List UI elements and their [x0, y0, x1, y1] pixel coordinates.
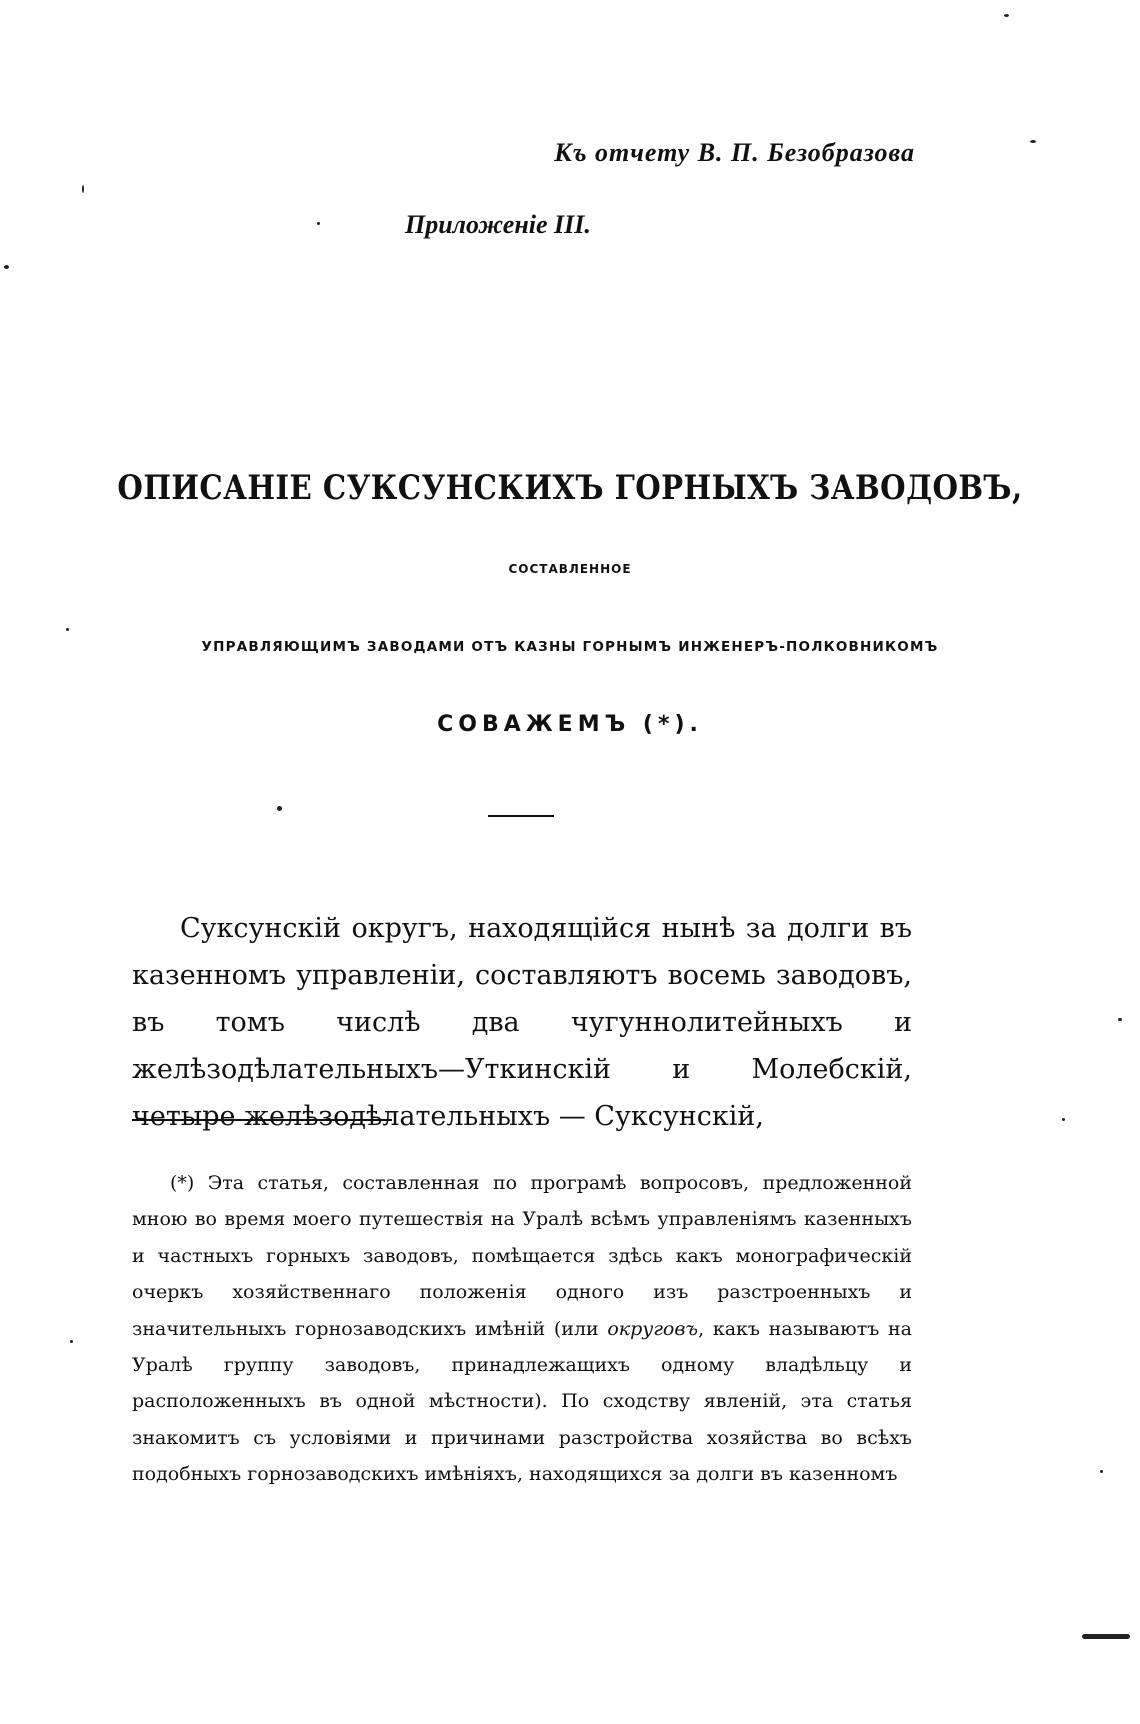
- body-paragraph: Суксунскій округъ, находящійся нынѣ за долги въ казенномъ управленіи, составляютъ восемь заводовъ, въ томъ числѣ два чугуннолитейныхъ и желѣзодѣлательныхъ—Уткинскій и Молебскій, четыре желѣзодѣлательныхъ — Суксунскій,: [132, 913, 912, 1132]
- scan-speck: [1082, 1634, 1130, 1639]
- scan-speck: [70, 1340, 73, 1343]
- title-divider: [488, 815, 554, 817]
- report-reference: Къ отчету В. П. Безобразова: [554, 138, 915, 167]
- scan-speck: [1118, 1018, 1122, 1021]
- footnote-italic-term: округовъ: [607, 1317, 699, 1340]
- scan-speck: [82, 185, 84, 193]
- author-name: СОВАЖЕМЪ (*).: [437, 712, 703, 737]
- scan-speck: [4, 265, 9, 269]
- scan-speck: [277, 806, 282, 811]
- footnote-divider: [132, 1119, 392, 1121]
- footnote-text-end: , какъ называютъ на Уралѣ группу заводовъ, принадлежащихъ одному владѣльцу и расположенныхъ въ одной мѣстности). По сходству явленій, эта статья знакомитъ съ условіями и причинами разстройства хозяйства во всѣхъ подобныхъ горнозаводскихъ имѣніяхъ, находящихся за долги въ казенномъ: [132, 1317, 912, 1486]
- scan-speck: [317, 222, 320, 225]
- composed-by-label: СОСТАВЛЕННОЕ: [508, 562, 632, 576]
- scan-speck: [1004, 14, 1009, 17]
- appendix-label: Приложеніе III.: [405, 210, 591, 239]
- scan-speck: [1100, 1470, 1103, 1473]
- author-position: УПРАВЛЯЮЩИМЪ ЗАВОДАМИ ОТЪ КАЗНЫ ГОРНЫМЪ ИНЖЕНЕРЪ-ПОЛКОВНИКОМЪ: [201, 639, 939, 655]
- footnote-text-start: (*) Эта статья, составленная по програмѣ вопросовъ, предложенной мною во время моего путешествія на Уралѣ всѣмъ управленіямъ казенныхъ и частныхъ горныхъ заводовъ, помѣщается здѣсь какъ монографическій очеркъ хозяйственнаго положенія одного изъ разстроенныхъ и значительныхъ горнозаводскихъ имѣній (или: [132, 1172, 912, 1340]
- scan-speck: [66, 628, 69, 631]
- scan-speck: [1062, 1118, 1065, 1121]
- footnote: [132, 1165, 912, 1493]
- document-title: ОПИСАНІЕ СУКСУНСКИХЪ ГОРНЫХЪ ЗАВОДОВЪ,: [117, 468, 1023, 508]
- scan-speck: [1030, 140, 1036, 143]
